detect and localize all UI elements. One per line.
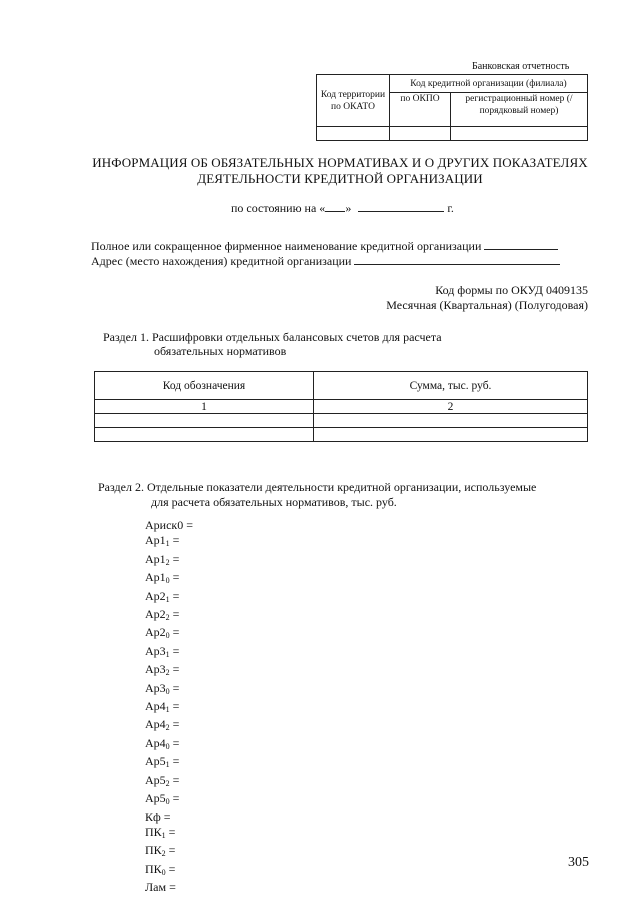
- indicator-equals: =: [169, 533, 180, 548]
- reg-number-value-cell[interactable]: [451, 127, 588, 141]
- indicator-equals: =: [169, 791, 180, 806]
- indicator-subscript: 2: [165, 778, 170, 788]
- indicator-equals: =: [183, 518, 194, 532]
- section2-indicator-list: [145, 518, 193, 896]
- okato-header: Код территории по ОКАТО: [317, 75, 390, 127]
- indicator-base: Ар3: [145, 662, 166, 677]
- org-name-field[interactable]: [484, 238, 558, 250]
- indicator-subscript: 2: [165, 723, 170, 733]
- section1-col-sum-header: Сумма, тыс. руб.: [314, 372, 588, 400]
- section2-title-line-1: Раздел 2. Отдельные показатели деятельности кредитной организации, используемые: [98, 480, 537, 494]
- date-line: [231, 200, 454, 216]
- indicator-base: Ар4: [145, 735, 166, 750]
- indicator-base: Ариск0: [145, 518, 184, 532]
- indicator-base: Кф: [145, 809, 161, 824]
- date-suffix: г.: [447, 201, 454, 215]
- indicator-row: [145, 843, 193, 861]
- okpo-header: по ОКПО: [390, 93, 451, 127]
- indicator-equals: =: [169, 588, 180, 603]
- indicator-equals: =: [169, 570, 180, 585]
- indicator-row: [145, 607, 193, 625]
- reg-number-header: регистрационный номер (/порядковый номер): [451, 93, 588, 127]
- indicator-base: Ар4: [145, 717, 166, 732]
- indicator-subscript: 1: [165, 649, 170, 659]
- indicator-base: Лам: [145, 880, 167, 895]
- indicator-base: Ар5: [145, 791, 166, 806]
- indicator-equals: =: [165, 843, 176, 858]
- indicator-equals: =: [169, 643, 180, 658]
- section1-title-line-1: Раздел 1. Расшифровки отдельных балансовых счетов для расчета: [103, 330, 442, 344]
- indicator-row: [145, 717, 193, 735]
- indicator-equals: =: [169, 772, 180, 787]
- section1-col-num-2: 2: [314, 400, 588, 414]
- indicator-subscript: 0: [165, 576, 170, 586]
- indicator-equals: =: [169, 717, 180, 732]
- indicator-subscript: 1: [165, 760, 170, 770]
- indicator-row: [145, 570, 193, 588]
- indicator-base: Ар5: [145, 772, 166, 787]
- indicator-subscript: 1: [165, 705, 170, 715]
- indicator-subscript: 2: [161, 849, 166, 859]
- indicator-row: [145, 736, 193, 754]
- indicator-subscript: 0: [165, 797, 170, 807]
- indicator-subscript: 0: [165, 741, 170, 751]
- indicator-equals: =: [169, 699, 180, 714]
- header-codes-table: [316, 74, 588, 141]
- indicator-subscript: 2: [165, 613, 170, 623]
- indicator-row: [145, 625, 193, 643]
- indicator-base: Ар3: [145, 680, 166, 695]
- okpo-value-cell[interactable]: [390, 127, 451, 141]
- indicator-equals: =: [169, 551, 180, 566]
- section1-table: [94, 371, 588, 442]
- indicator-base: ПК: [145, 824, 162, 839]
- section1-col-code-header: Код обозначения: [95, 372, 314, 400]
- indicator-equals: =: [169, 625, 180, 640]
- date-mid: »: [345, 201, 352, 215]
- indicator-subscript: 0: [161, 867, 166, 877]
- indicator-base: Ар1: [145, 533, 166, 548]
- indicator-subscript: 2: [165, 557, 170, 567]
- indicator-equals: =: [169, 680, 180, 695]
- date-day-field[interactable]: [325, 200, 345, 212]
- indicator-row: [145, 773, 193, 791]
- section1-row-2-sum[interactable]: [314, 428, 588, 442]
- indicator-base: Ар2: [145, 625, 166, 640]
- org-name-line: [91, 238, 558, 254]
- indicator-base: Ар2: [145, 588, 166, 603]
- indicator-equals: =: [169, 735, 180, 750]
- indicator-equals: =: [165, 824, 176, 839]
- reporting-label: Банковская отчетность: [472, 61, 570, 72]
- indicator-row: [145, 862, 193, 880]
- indicator-subscript: 0: [165, 631, 170, 641]
- document-title: [60, 155, 620, 187]
- section1-row-2-code[interactable]: [95, 428, 314, 442]
- indicator-base: Ар4: [145, 699, 166, 714]
- indicator-row: [145, 644, 193, 662]
- indicator-row: [145, 825, 193, 843]
- org-name-label: Полное или сокращенное фирменное наименование кредитной организации: [91, 239, 482, 253]
- date-month-field[interactable]: [358, 200, 444, 212]
- indicator-row: [145, 791, 193, 809]
- indicator-base: Ар1: [145, 570, 166, 585]
- indicator-row: [145, 589, 193, 607]
- indicator-row: [145, 552, 193, 570]
- org-address-label: Адрес (место нахождения) кредитной организации: [91, 254, 352, 268]
- indicator-row: [145, 754, 193, 772]
- page-number: 305: [568, 855, 589, 870]
- org-address-field[interactable]: [354, 253, 560, 265]
- org-code-header: Код кредитной организации (филиала): [390, 75, 588, 93]
- okato-value-cell[interactable]: [317, 127, 390, 141]
- title-line-1: ИНФОРМАЦИЯ ОБ ОБЯЗАТЕЛЬНЫХ НОРМАТИВАХ И О ДРУГИХ ПОКАЗАТЕЛЯХ: [92, 155, 588, 170]
- indicator-base: ПК: [145, 861, 162, 876]
- indicator-subscript: 2: [165, 668, 170, 678]
- section1-col-num-1: 1: [95, 400, 314, 414]
- form-okud-code: Код формы по ОКУД 0409135: [435, 283, 588, 297]
- indicator-row: [145, 681, 193, 699]
- indicator-equals: =: [169, 607, 180, 622]
- indicator-equals: =: [169, 754, 180, 769]
- indicator-equals: =: [166, 880, 176, 895]
- section1-title-line-2: обязательных нормативов: [154, 344, 287, 358]
- indicator-equals: =: [165, 861, 176, 876]
- indicator-row: [145, 880, 193, 895]
- indicator-subscript: 0: [165, 686, 170, 696]
- indicator-equals: =: [169, 662, 180, 677]
- section1-row-1-sum[interactable]: [314, 414, 588, 428]
- date-prefix: по состоянию на «: [231, 201, 326, 215]
- indicator-subscript: 1: [165, 539, 170, 549]
- indicator-base: ПК: [145, 843, 162, 858]
- indicator-equals: =: [160, 809, 171, 824]
- indicator-row: [145, 518, 193, 533]
- indicator-row: [145, 662, 193, 680]
- indicator-base: Ар2: [145, 607, 166, 622]
- section2-title-line-2: для расчета обязательных нормативов, тыс. руб.: [151, 495, 397, 509]
- indicator-subscript: 1: [161, 830, 166, 840]
- section1-row-1-code[interactable]: [95, 414, 314, 428]
- indicator-base: Ар5: [145, 754, 166, 769]
- indicator-subscript: 1: [165, 594, 170, 604]
- form-periodicity: Месячная (Квартальная) (Полугодовая): [386, 298, 588, 312]
- indicator-row: [145, 810, 193, 825]
- title-line-2: ДЕЯТЕЛЬНОСТИ КРЕДИТНОЙ ОРГАНИЗАЦИИ: [197, 171, 483, 186]
- indicator-base: Ар1: [145, 551, 166, 566]
- org-address-line: [91, 253, 560, 269]
- indicator-row: [145, 533, 193, 551]
- indicator-row: [145, 699, 193, 717]
- indicator-base: Ар3: [145, 643, 166, 658]
